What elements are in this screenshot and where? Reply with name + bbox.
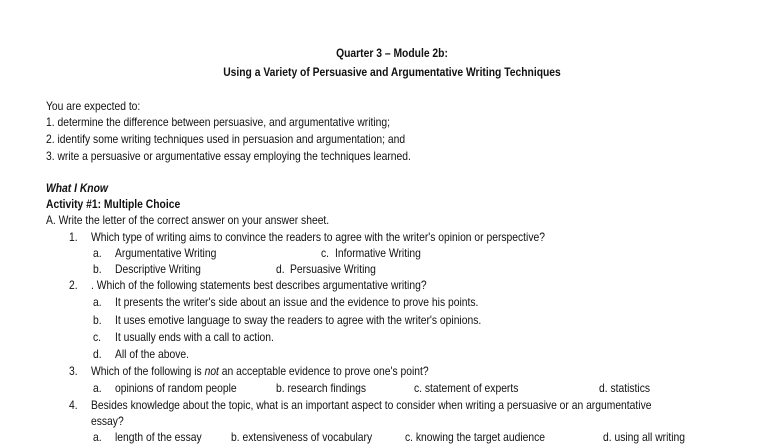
question-1-number: 1. xyxy=(69,230,78,244)
question-3-emphasis: not xyxy=(204,364,219,378)
module-subtitle: Using a Variety of Persuasive and Argumentative Writing Techniques xyxy=(223,65,561,79)
question-1-option-b: Descriptive Writing xyxy=(115,262,201,276)
question-2-option-d: All of the above. xyxy=(115,347,190,361)
question-4-option-d: d. using all writing xyxy=(603,430,686,444)
question-3-option-a: opinions of random people xyxy=(115,381,237,395)
question-4-text-line2: essay? xyxy=(91,414,124,428)
question-2-option-b-letter: b. xyxy=(93,313,102,327)
question-1-option-c-letter: c. xyxy=(321,246,330,260)
question-3-number: 3. xyxy=(69,364,78,378)
objective-item-1: 1. determine the difference between persuasive, and argumentative writing; xyxy=(46,115,391,129)
question-1-option-c: Informative Writing xyxy=(335,246,421,260)
objective-item-3: 3. write a persuasive or argumentative essay employing the techniques learned. xyxy=(46,149,411,163)
question-1-option-b-letter: b. xyxy=(93,262,102,276)
objectives-intro: You are expected to: xyxy=(46,99,141,113)
activity-instruction: A. Write the letter of the correct answer on your answer sheet. xyxy=(46,213,330,227)
objective-item-2: 2. identify some writing techniques used in persuasion and argumentation; and xyxy=(46,132,406,146)
question-2-option-a-letter: a. xyxy=(93,295,102,309)
question-4-text-line1: Besides knowledge about the topic, what is an important aspect to consider when writing a persuasive or an argumentative xyxy=(91,398,652,412)
question-2-option-b: It uses emotive language to sway the readers to agree with the writer's opinions. xyxy=(115,313,482,327)
question-3-text-before: Which of the following is xyxy=(91,364,205,378)
question-2-option-c-letter: c. xyxy=(93,330,102,344)
question-1-text: Which type of writing aims to convince the readers to agree with the writer's opinion or perspective? xyxy=(91,230,545,244)
question-2-option-d-letter: d. xyxy=(93,347,102,361)
question-4-number: 4. xyxy=(69,398,78,412)
question-4-option-b: b. extensiveness of vocabulary xyxy=(231,430,373,444)
activity-title: Activity #1: Multiple Choice xyxy=(46,197,181,211)
question-3-text-after: an acceptable evidence to prove one's point? xyxy=(218,364,429,378)
question-4-option-a-letter: a. xyxy=(93,430,102,444)
module-title: Quarter 3 – Module 2b: xyxy=(336,46,448,60)
question-3-text xyxy=(91,363,429,379)
question-4-option-a: length of the essay xyxy=(115,430,202,444)
question-1-option-a: Argumentative Writing xyxy=(115,246,217,260)
question-3-option-d: d. statistics xyxy=(599,381,651,395)
question-3-option-b: b. research findings xyxy=(276,381,367,395)
question-2-text: . Which of the following statements best describes argumentative writing? xyxy=(91,278,427,292)
question-1-option-a-letter: a. xyxy=(93,246,102,260)
question-3-option-c: c. statement of experts xyxy=(414,381,519,395)
section-heading: What I Know xyxy=(46,181,108,195)
question-4-option-c: c. knowing the target audience xyxy=(405,430,545,444)
question-2-option-c: It usually ends with a call to action. xyxy=(115,330,274,344)
question-1-option-d: Persuasive Writing xyxy=(290,262,376,276)
question-3-option-a-letter: a. xyxy=(93,381,102,395)
question-2-number: 2. xyxy=(69,278,78,292)
question-2-option-a: It presents the writer's side about an issue and the evidence to prove his points. xyxy=(115,295,479,309)
question-1-option-d-letter: d. xyxy=(276,262,285,276)
